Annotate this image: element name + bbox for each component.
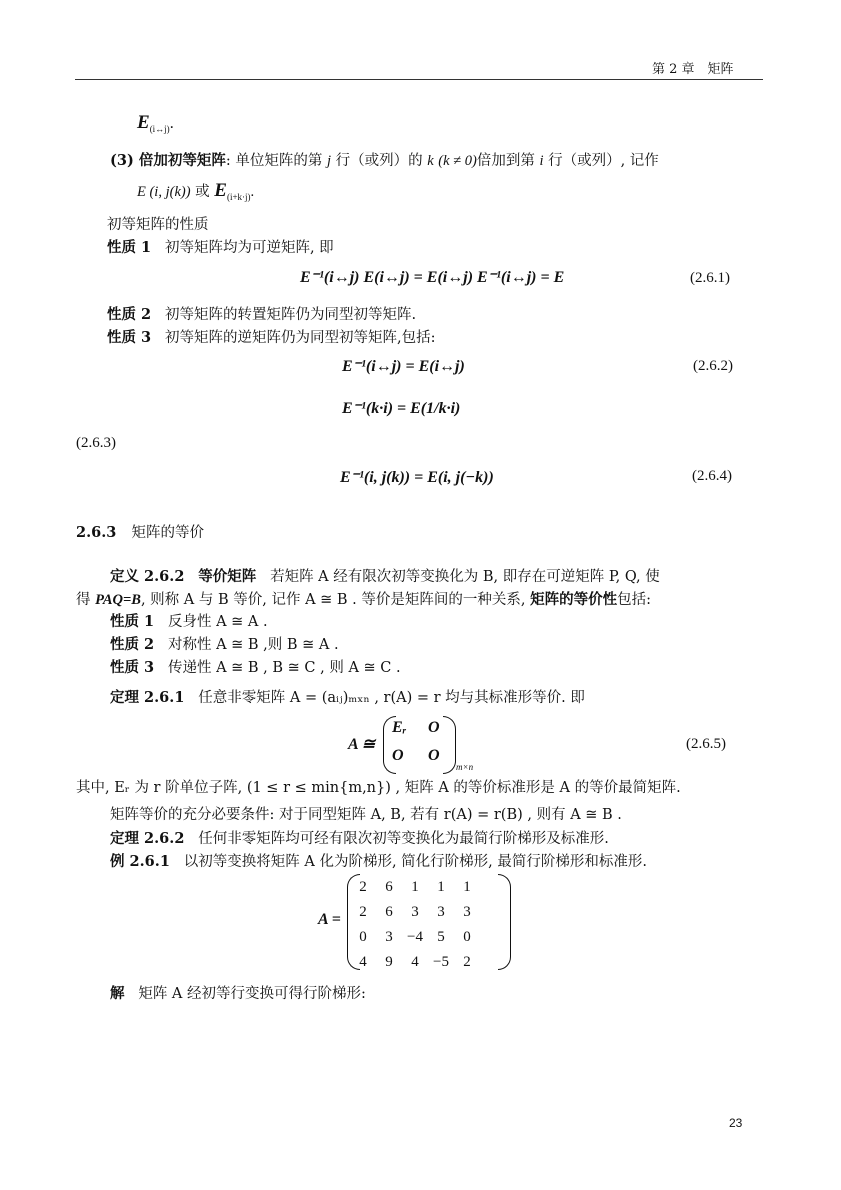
matrix-a-cell: 3 <box>437 904 445 920</box>
matrix-a-row <box>350 901 480 921</box>
equiv-property-1: 性质 1 反身性 A ≅ A . <box>110 613 268 630</box>
eq-number-2-6-2: (2.6.2) <box>693 358 733 374</box>
eq-2-6-5-lhs: A ≅ <box>348 736 376 753</box>
running-header: 第 2 章 矩阵 <box>652 62 734 77</box>
equation-2-6-2: E⁻¹(i↔j) = E(i↔j) <box>342 358 465 375</box>
matrix-a-cell: 5 <box>437 929 445 945</box>
matrix-a-lhs: A = <box>318 911 341 928</box>
matrix-a-cell: 2 <box>359 879 367 895</box>
item3-line: (3) 倍加初等矩阵: 单位矩阵的第 j 行（或列）的 k (k ≠ 0)倍加到第 i 行（或列）, 记作 <box>110 152 659 169</box>
matrix-a-cell: 4 <box>359 954 367 970</box>
matrix-a-cell: 1 <box>411 879 419 895</box>
theorem-1-explanation: 其中, Eᵣ 为 r 阶单位子阵, (1 ≤ r ≤ min{m,n}) , 矩阵 A 的等价标准形是 A 的等价最简矩阵. <box>76 780 681 796</box>
equation-2-6-1: E⁻¹(i↔j) E(i↔j) = E(i↔j) E⁻¹(i↔j) = E <box>300 269 565 286</box>
item3-label: (3) 倍加初等矩阵 <box>110 152 226 169</box>
property-3: 性质 3 初等矩阵的逆矩阵仍为同型初等矩阵,包括: <box>107 329 436 346</box>
block-matrix-right-paren <box>443 716 456 774</box>
equiv-property-2: 性质 2 对称性 A ≅ B ,则 B ≅ A . <box>110 636 339 653</box>
matrix-a-cell: 6 <box>385 904 393 920</box>
matrix-a-cell: 1 <box>437 879 445 895</box>
matrix-a-cell: 2 <box>359 904 367 920</box>
page-number: 23 <box>729 1116 743 1130</box>
properties-heading: 初等矩阵的性质 <box>107 217 209 233</box>
eq-number-2-6-3: (2.6.3) <box>76 435 116 451</box>
matrix-a-cell: 4 <box>411 954 419 970</box>
eq-number-2-6-1: (2.6.1) <box>690 270 730 286</box>
equiv-property-3: 性质 3 传递性 A ≅ B , B ≅ C , 则 A ≅ C . <box>110 659 401 676</box>
matrix-a-row <box>350 926 480 946</box>
block-matrix-subscript: m×n <box>456 762 474 772</box>
solution-line: 解 矩阵 A 经初等行变换可得行阶梯形: <box>110 985 366 1002</box>
matrix-a-cell: 3 <box>411 904 419 920</box>
matrix-a-cell: 2 <box>463 954 471 970</box>
block-matrix-cell: Eᵣ <box>392 719 407 736</box>
definition-line-2: 得 PAQ=B, 则称 A 与 B 等价, 记作 A ≅ B . 等价是矩阵间的一种关系, 矩阵的等价性包括: <box>76 591 652 608</box>
matrix-a-row <box>350 876 480 896</box>
equation-2-6-4: E⁻¹(i, j(k)) = E(i, j(−k)) <box>340 469 494 486</box>
theorem-2-6-2: 定理 2.6.2 任何非零矩阵均可经有限次初等变换化为最简行阶梯形及标准形. <box>110 830 609 847</box>
prev-formula-tail: $E_{(i\leftrightarrow j)}$. <box>137 112 174 135</box>
block-matrix-cell: O <box>428 747 440 764</box>
matrix-a-right-paren <box>498 874 511 970</box>
equivalence-condition: 矩阵等价的充分必要条件: 对于同型矩阵 A, B, 若有 r(A) = r(B) , 则有 A ≅ B . <box>110 807 622 823</box>
matrix-a-cell: 1 <box>463 879 471 895</box>
header-rule <box>75 79 763 80</box>
matrix-a-cell: −5 <box>433 954 449 970</box>
matrix-a-cell: 3 <box>385 929 393 945</box>
property-2: 性质 2 初等矩阵的转置矩阵仍为同型初等矩阵. <box>107 306 417 323</box>
theorem-2-6-1: 定理 2.6.1 任意非零矩阵 A = (aᵢⱼ)ₘₓₙ , r(A) = r 均与其标准形等价. 即 <box>110 689 585 706</box>
eq-number-2-6-5: (2.6.5) <box>686 736 726 752</box>
item3-notation: E (i, j(k)) 或 $E_{(i+k\cdot j)}$. <box>137 180 255 202</box>
block-matrix-cell: O <box>428 719 440 736</box>
matrix-a-cell: 6 <box>385 879 393 895</box>
matrix-a-cell: 9 <box>385 954 393 970</box>
block-matrix-cell: O <box>392 747 404 764</box>
matrix-a-cell: 0 <box>463 929 471 945</box>
matrix-a-cell: 0 <box>359 929 367 945</box>
section-title: 矩阵的等价 <box>131 525 205 541</box>
property-1: 性质 1 初等矩阵均为可逆矩阵, 即 <box>107 239 334 256</box>
section-heading <box>76 521 204 542</box>
eq-number-2-6-4: (2.6.4) <box>692 468 732 484</box>
matrix-a-row <box>350 951 480 971</box>
matrix-a-cell: −4 <box>407 929 423 945</box>
example-2-6-1: 例 2.6.1 以初等变换将矩阵 A 化为阶梯形, 简化行阶梯形, 最简行阶梯形和标准形. <box>110 853 647 870</box>
section-number: 2.6.3 <box>76 524 117 541</box>
definition-line-1: 定义 2.6.2 等价矩阵 若矩阵 A 经有限次初等变换化为 B, 即存在可逆矩阵 P, Q, 使 <box>110 568 660 585</box>
equation-2-6-3: E⁻¹(k·i) = E(1/k·i) <box>342 400 461 417</box>
matrix-a-cell: 3 <box>463 904 471 920</box>
